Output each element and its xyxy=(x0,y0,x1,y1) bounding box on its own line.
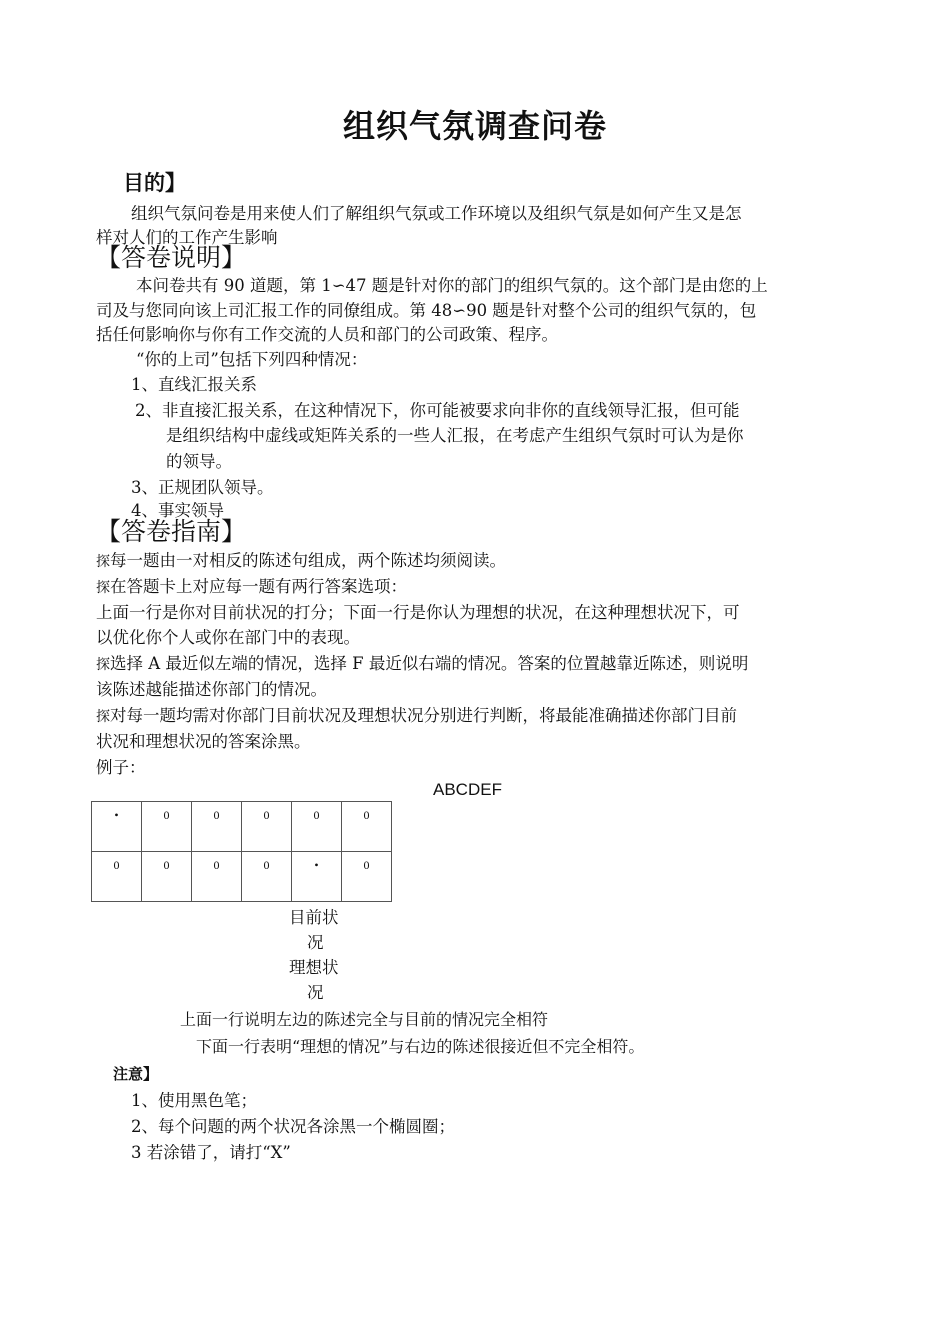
instructions-list-item: 2、非直接汇报关系，在这种情况下，你可能被要求向非你的直线领导汇报，但可能 xyxy=(135,401,740,420)
answer-cell: • xyxy=(292,852,342,902)
guide-line: 状况和理想状况的答案涂黑。 xyxy=(96,732,311,751)
guide-bullet-line xyxy=(96,651,748,678)
purpose-text-line-2: 样对人们的工作产生影响 xyxy=(96,228,278,247)
instructions-line: “你的上司”包括下列四种情况： xyxy=(136,350,368,369)
answer-cell: 0 xyxy=(342,852,392,902)
label-current-line-2: 况 xyxy=(307,933,324,952)
purpose-text-line-1: 组织气氛问卷是用来使人们了解组织气氛或工作环境以及组织气氛是如何产生又是怎 xyxy=(131,204,742,223)
answer-cell: 0 xyxy=(142,852,192,902)
guide-line-text: 在答题卡上对应每一题有两行答案选项： xyxy=(110,577,407,596)
notes-heading: 注意】 xyxy=(113,1065,159,1083)
example-row-ideal xyxy=(92,852,392,902)
guide-bullet-line xyxy=(96,548,506,575)
answer-cell: 0 xyxy=(192,852,242,902)
example-caption-bottom: 下面一行表明“理想的情况”与右边的陈述很接近但不完全相符。 xyxy=(196,1037,645,1056)
answer-cell: 0 xyxy=(242,852,292,902)
instructions-list-item: 的领导。 xyxy=(166,452,232,471)
guide-bullet-marker: 探 xyxy=(96,657,110,673)
instructions-heading: 【答卷说明】 xyxy=(96,243,247,272)
notes-item: 2、每个问题的两个状况各涂黑一个椭圆圈； xyxy=(131,1117,455,1136)
guide-bullet-line xyxy=(96,574,407,601)
instructions-list-item: 4、事实领导 xyxy=(131,501,224,520)
instructions-list-item: 1、直线汇报关系 xyxy=(131,375,257,394)
answer-cell: • xyxy=(92,802,142,852)
guide-line-text: 每一题由一对相反的陈述句组成，两个陈述均须阅读。 xyxy=(110,551,506,570)
guide-bullet-line xyxy=(96,703,737,730)
guide-line-text: 选择 A 最近似左端的情况，选择 F 最近似右端的情况。答案的位置越靠近陈述，则说明 xyxy=(110,654,749,673)
instructions-list-item: 3、正规团队领导。 xyxy=(131,478,274,497)
instructions-line: 括任何影响你与你有工作交流的人员和部门的公司政策、程序。 xyxy=(96,325,558,344)
page-title: 组织气氛调查问卷 xyxy=(342,107,607,145)
guide-bullet-marker: 探 xyxy=(96,580,110,596)
guide-bullet-marker: 探 xyxy=(96,709,110,725)
answer-cell: 0 xyxy=(242,802,292,852)
guide-bullet-marker: 探 xyxy=(96,554,110,570)
label-ideal-line-2: 况 xyxy=(307,983,324,1002)
answer-cell: 0 xyxy=(342,802,392,852)
label-current-line-1: 目前状 xyxy=(289,908,339,927)
answer-cell: 0 xyxy=(92,852,142,902)
guide-line: 以优化你个人或你在部门中的表现。 xyxy=(96,628,360,647)
guide-heading: 【答卷指南】 xyxy=(96,517,247,546)
instructions-list-item: 是组织结构中虚线或矩阵关系的一些人汇报，在考虑产生组织气氛时可认为是你 xyxy=(166,426,744,445)
guide-line: 上面一行是你对目前状况的打分；下面一行是你认为理想的状况，在这种理想状况下，可 xyxy=(96,603,740,622)
instructions-line: 本问卷共有 90 道题，第 1∽47 题是针对你的部门的组织气氛的。这个部门是由您的上 xyxy=(136,276,768,295)
answer-cell: 0 xyxy=(292,802,342,852)
example-column-header: ABCDEF xyxy=(433,780,502,799)
example-row-current xyxy=(92,802,392,852)
example-caption-top: 上面一行说明左边的陈述完全与目前的情况完全相符 xyxy=(180,1010,549,1029)
purpose-heading: 目的】 xyxy=(123,171,186,195)
guide-line-text: 对每一题均需对你部门目前状况及理想状况分别进行判断，将最能准确描述你部门目前 xyxy=(110,706,737,725)
answer-cell: 0 xyxy=(192,802,242,852)
example-answer-grid xyxy=(91,801,392,902)
guide-line: 例子： xyxy=(96,758,146,777)
notes-item: 3 若涂错了，请打“X” xyxy=(131,1143,291,1162)
notes-item: 1、使用黑色笔； xyxy=(131,1091,257,1110)
instructions-line: 司及与您同向该上司汇报工作的同僚组成。第 48∽90 题是针对整个公司的组织气氛的，包 xyxy=(96,301,757,320)
answer-cell: 0 xyxy=(142,802,192,852)
guide-line: 该陈述越能描述你部门的情况。 xyxy=(96,680,327,699)
label-ideal-line-1: 理想状 xyxy=(289,958,339,977)
